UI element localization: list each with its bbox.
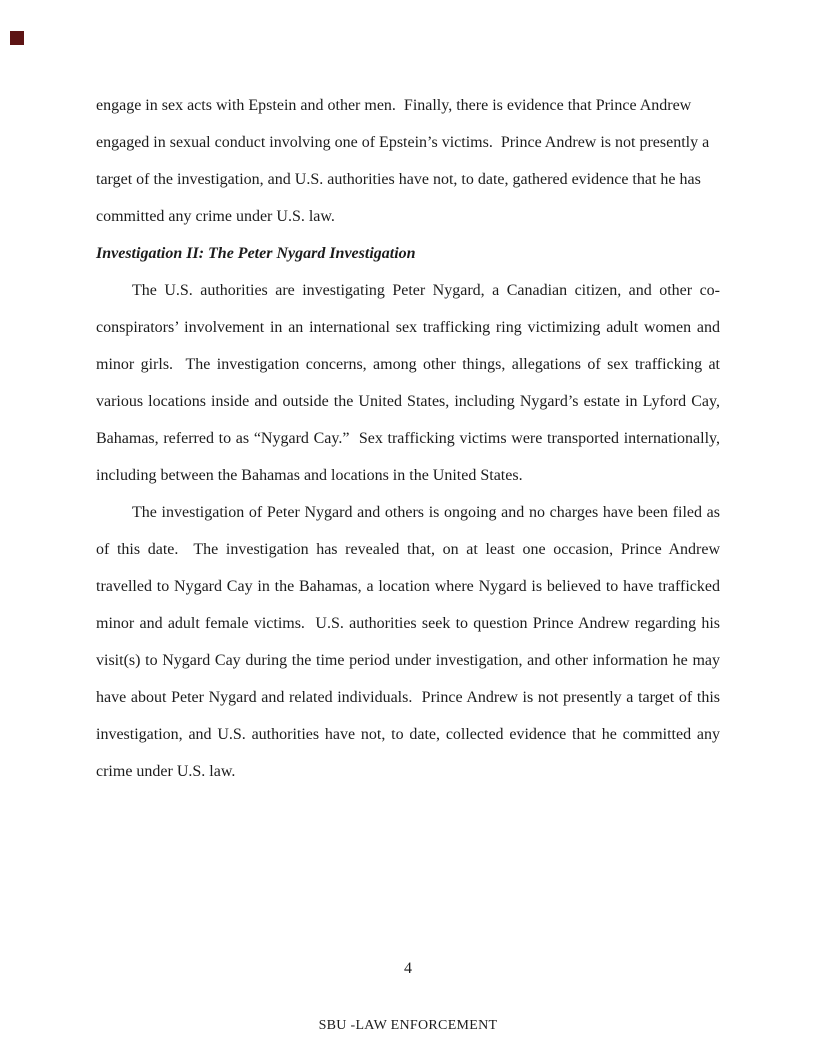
corner-mark — [10, 31, 24, 45]
paragraph-nygard-status: The investigation of Peter Nygard and others is ongoing and no charges have been filed as of this date. The investigation has revealed that, on at least one occasion, Prince Andrew travelled to Nygard Cay in the Bahamas, a location where Nygard is believed to have trafficked minor and adult female victims. U.S. authorities seek to question Prince Andrew regarding his visit(s) to Nygard Cay during the time period under investigation, and other information he may have about Peter Nygard and related individuals. Prince Andrew is not presently a target of this investigation, and U.S. authorities have not, to date, collected evidence that he committed any crime under U.S. law. — [96, 504, 724, 780]
paragraph-nygard-overview: The U.S. authorities are investigating Peter Nygard, a Canadian citizen, and other co-conspirators’ involvement in an international sex trafficking ring victimizing adult women and minor girls. The investigation concerns, among other things, allegations of sex trafficking at various locations inside and outside the United States, including Nygard’s estate in Lyford Cay, Bahamas, referred to as “Nygard Cay.” Sex trafficking victims were transported internationally, including between the Bahamas and locations in the United States. — [96, 282, 724, 484]
section-heading-investigation-ii: Investigation II: The Peter Nygard Investigation — [96, 245, 416, 262]
paragraph-epstein-continuation: engage in sex acts with Epstein and other men. Finally, there is evidence that Prince Andrew engaged in sexual conduct involving one of Epstein’s victims. Prince Andrew is not presently a target of the investigation, and U.S. authorities have not, to date, gathered evidence that he has committed any crime under U.S. law. — [96, 97, 714, 225]
document-body — [96, 87, 724, 790]
footer-classification-marking: SBU -LAW ENFORCEMENT — [318, 1018, 498, 1033]
page-number: 4 — [404, 960, 412, 977]
